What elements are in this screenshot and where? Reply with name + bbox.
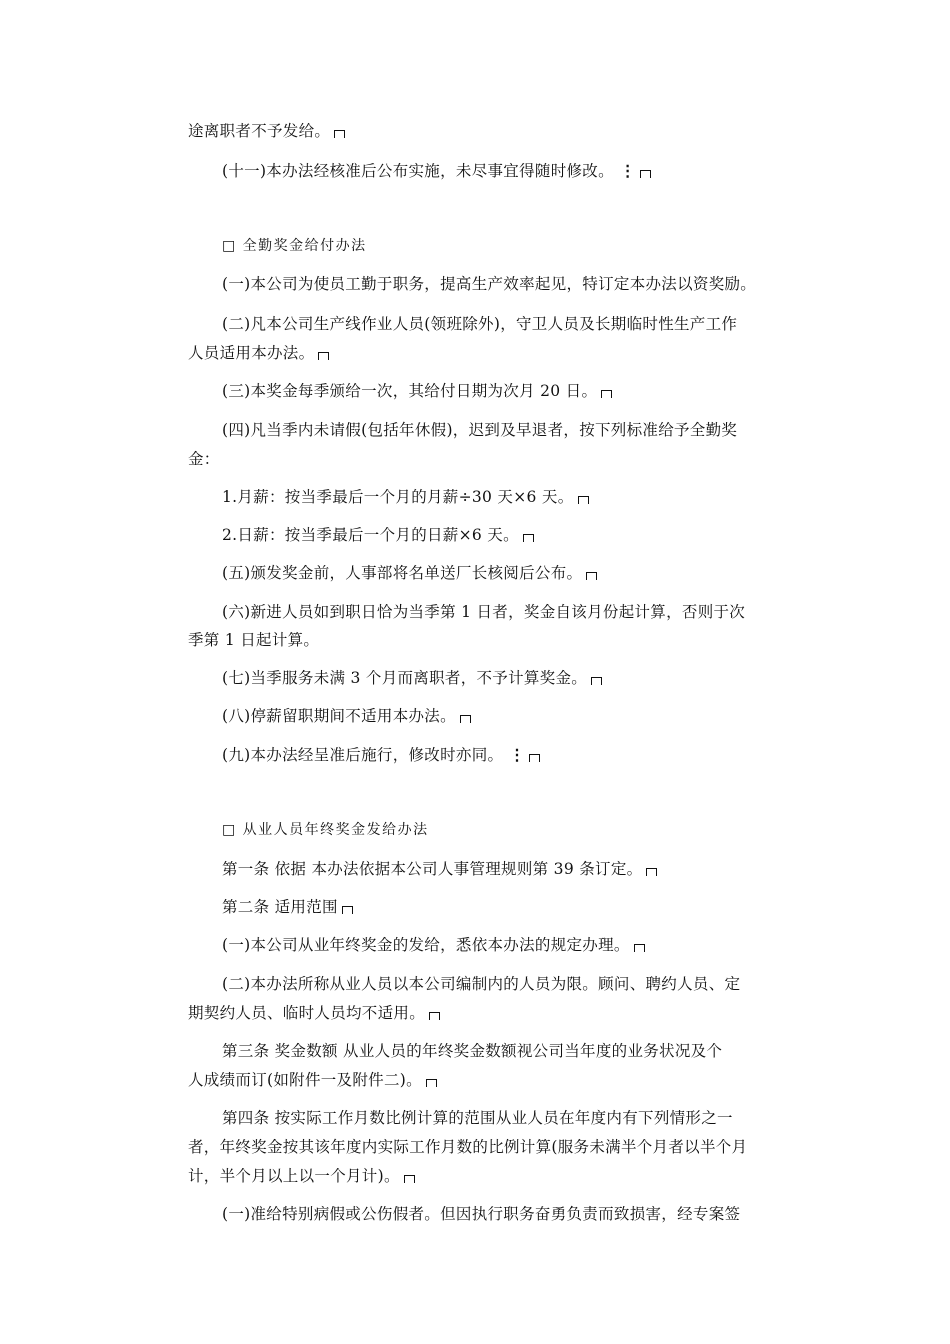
text-line — [188, 1166, 788, 1186]
text-line — [222, 897, 822, 917]
line-text: 1.月薪：按当季最后一个月的月薪÷30 天×6 天。 — [222, 488, 574, 506]
paragraph-mark-icon — [591, 677, 602, 685]
line-text: 人员适用本办法。 — [188, 344, 315, 362]
text-line: (四)凡当季内未请假(包括年休假)，迟到及早退者，按下列标准给予全勤奖 — [222, 421, 738, 439]
line-text: (一)本公司从业年终奖金的发给，悉依本办法的规定办理。 — [222, 936, 630, 954]
paragraph-mark-icon — [334, 130, 345, 138]
text-line: (六)新进人员如到职日恰为当季第 1 日者，奖金自该月份起计算，否则于次 — [222, 603, 746, 621]
text-line — [222, 745, 822, 765]
ellipsis-mark-icon: ⋮ — [619, 161, 636, 180]
text-line — [188, 1003, 788, 1023]
text-line: 者，年终奖金按其该年度内实际工作月数的比例计算(服务未满半个月者以半个月 — [188, 1138, 748, 1156]
paragraph-mark-icon — [634, 944, 645, 952]
line-text: (五)颁发奖金前，人事部将名单送厂长核阅后公布。 — [222, 564, 583, 582]
text-line: 金： — [188, 450, 220, 468]
text-line — [188, 343, 788, 363]
paragraph-mark-icon — [578, 496, 589, 504]
line-text: 途离职者不予发给。 — [188, 122, 331, 140]
line-text: (十一)本办法经核准后公布实施，未尽事宜得随时修改。 — [222, 162, 614, 180]
text-line — [222, 487, 822, 507]
text-line — [222, 859, 822, 879]
paragraph-mark-icon — [586, 572, 597, 580]
paragraph-mark-icon — [426, 1079, 437, 1087]
text-line — [188, 121, 788, 141]
text-line: (一)准给特别病假或公伤假者。但因执行职务奋勇负责而致损害，经专案签 — [222, 1205, 741, 1223]
line-text: 第二条 适用范围 — [222, 898, 338, 916]
text-line: 季第 1 日起计算。 — [188, 631, 320, 649]
section-heading: □ 从业人员年终奖金发给办法 — [222, 822, 429, 838]
text-line: (二)凡本公司生产线作业人员(领班除外)，守卫人员及长期临时性生产工作 — [222, 315, 738, 333]
paragraph-mark-icon — [429, 1012, 440, 1020]
line-text: 人成绩而订(如附件一及附件二)。 — [188, 1071, 422, 1089]
paragraph-mark-icon — [529, 754, 540, 762]
line-text: 第一条 依据 本办法依据本公司人事管理规则第 39 条订定。 — [222, 860, 643, 878]
line-text: (九)本办法经呈准后施行，修改时亦同。 — [222, 746, 504, 764]
text-line: (二)本办法所称从业人员以本公司编制内的人员为限。顾问、聘约人员、定 — [222, 975, 741, 993]
line-text: 2.日薪：按当季最后一个月的日薪×6 天。 — [222, 526, 519, 544]
text-line: 第三条 奖金数额 从业人员的年终奖金数额视公司当年度的业务状况及个 — [222, 1042, 723, 1060]
paragraph-mark-icon — [460, 715, 471, 723]
paragraph-mark-icon — [342, 906, 353, 914]
paragraph-mark-icon — [646, 868, 657, 876]
text-line: 第四条 按实际工作月数比例计算的范围从业人员在年度内有下列情形之一 — [222, 1109, 733, 1127]
line-text: (三)本奖金每季颁给一次，其给付日期为次月 20 日。 — [222, 382, 598, 400]
line-text: (八)停薪留职期间不适用本办法。 — [222, 707, 456, 725]
line-text: 计，半个月以上以一个月计)。 — [188, 1167, 400, 1185]
section-heading: □ 全勤奖金给付办法 — [222, 238, 367, 254]
text-line — [222, 381, 822, 401]
paragraph-mark-icon — [318, 352, 329, 360]
text-line — [222, 161, 822, 181]
text-line: (一)本公司为使员工勤于职务，提高生产效率起见，特订定本办法以资奖励。 — [222, 275, 757, 293]
text-line — [222, 563, 822, 583]
paragraph-mark-icon — [523, 534, 534, 542]
line-text: 期契约人员、临时人员均不适用。 — [188, 1004, 426, 1022]
paragraph-mark-icon — [601, 390, 612, 398]
text-line — [222, 706, 822, 726]
text-line — [222, 668, 822, 688]
line-text: (七)当季服务未满 3 个月而离职者，不予计算奖金。 — [222, 669, 588, 687]
text-line — [222, 525, 822, 545]
paragraph-mark-icon — [404, 1175, 415, 1183]
text-line — [222, 935, 822, 955]
ellipsis-mark-icon: ⋮ — [509, 745, 526, 764]
paragraph-mark-icon — [640, 170, 651, 178]
text-line — [188, 1070, 788, 1090]
